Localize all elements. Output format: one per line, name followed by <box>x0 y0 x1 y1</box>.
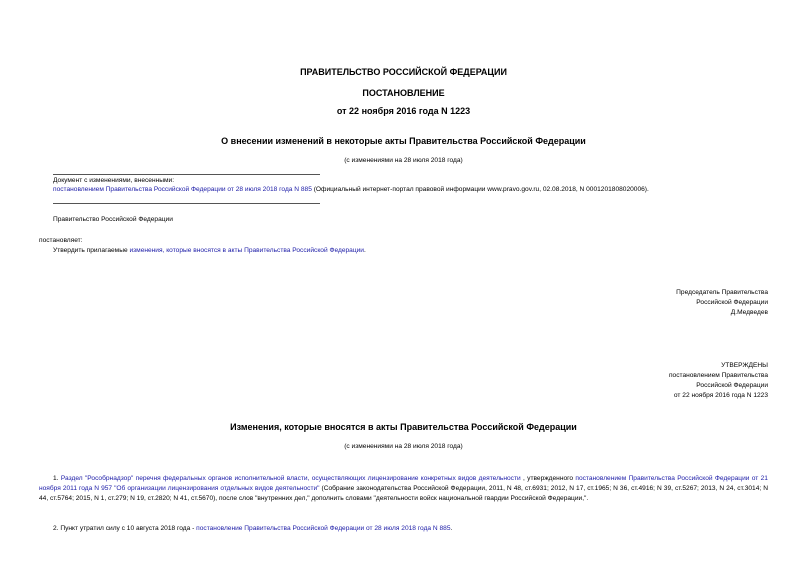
item2-link[interactable]: постановление Правительства Российской Федерации от 28 июля 2018 года N 885 <box>196 525 451 532</box>
item1-number: 1. <box>53 475 61 482</box>
approve-prefix: Утвердить прилагаемые <box>53 247 130 254</box>
changes-title: Изменения, которые вносятся в акты Правительства Российской Федерации <box>230 422 577 432</box>
amendments-top-divider <box>53 174 320 175</box>
item1-section-link[interactable]: Раздел "Рособрнадзор" перечня федеральных органов исполнительной власти, осуществляющих лицензирование конкретных видов деятельности <box>60 475 521 482</box>
amendments-line <box>53 186 649 193</box>
document-title: О внесении изменений в некоторые акты Правительства Российской Федерации <box>221 136 586 146</box>
signature-country: Российской Федерации <box>696 299 768 306</box>
government-heading: ПРАВИТЕЛЬСТВО РОССИЙСКОЙ ФЕДЕРАЦИИ <box>300 67 507 77</box>
approved-country: Российской Федерации <box>696 382 768 389</box>
changes-amended-note: (с изменениями на 28 июля 2018 года) <box>344 443 463 450</box>
amendment-link[interactable]: постановлением Правительства Российской Федерации от 28 июля 2018 года N 885 <box>53 186 312 193</box>
item1-resolution-link[interactable]: постановлением Правительства Российской Федерации от 21 ноября 2011 года N 957 "Об организации лицензирования отдельных видов деятельности" <box>39 475 768 492</box>
amendment-source: (Официальный интернет-портал правовой информации www.pravo.gov.ru, 02.08.2018, N 0001201808020006). <box>311 186 649 193</box>
change-item-1 <box>39 474 768 504</box>
amendments-bottom-divider <box>53 203 320 204</box>
document-type: ПОСТАНОВЛЕНИЕ <box>362 88 445 98</box>
item2-text: 2. Пункт утратил силу с 10 августа 2018 года - <box>53 525 197 532</box>
change-item-2 <box>53 525 452 532</box>
signature-position: Председатель Правительства <box>676 289 768 296</box>
approved-by: постановлением Правительства <box>668 372 768 379</box>
amended-note: (с изменениями на 28 июля 2018 года) <box>344 157 463 164</box>
approved-date: от 22 ноября 2016 года N 1223 <box>673 392 768 399</box>
changes-link[interactable]: изменения, которые вносятся в акты Правительства Российской Федерации <box>129 247 364 254</box>
amendments-intro: Документ с изменениями, внесенными: <box>53 177 175 184</box>
approve-sentence <box>53 247 366 254</box>
signature-name: Д.Медведев <box>730 309 768 316</box>
item1-text2: (Собрание законодательства Российской Федерации, 2011, N 48, ст.6931; 2012, N 17, ст.1965; N 36, ст.4916; N 39, ст.5267; 2013, N 24, ст.3014; N 44, ст.5764; 2015, N 1, ст.279; N 19, ст.2820; N 41, ст.5670), после слов "внутренних дел," дополнить словами "деятельности войск национальной гвардии Российской Федерации,". <box>39 485 768 502</box>
approve-suffix: . <box>363 247 366 254</box>
item1-text1: , утвержденного <box>520 475 576 482</box>
issuer: Правительство Российской Федерации <box>53 216 173 223</box>
approved-label: УТВЕРЖДЕНЫ <box>721 362 768 369</box>
document-date-number: от 22 ноября 2016 года N 1223 <box>336 106 471 116</box>
resolves-word: постановляет: <box>39 237 83 244</box>
item2-end: . <box>450 525 453 532</box>
